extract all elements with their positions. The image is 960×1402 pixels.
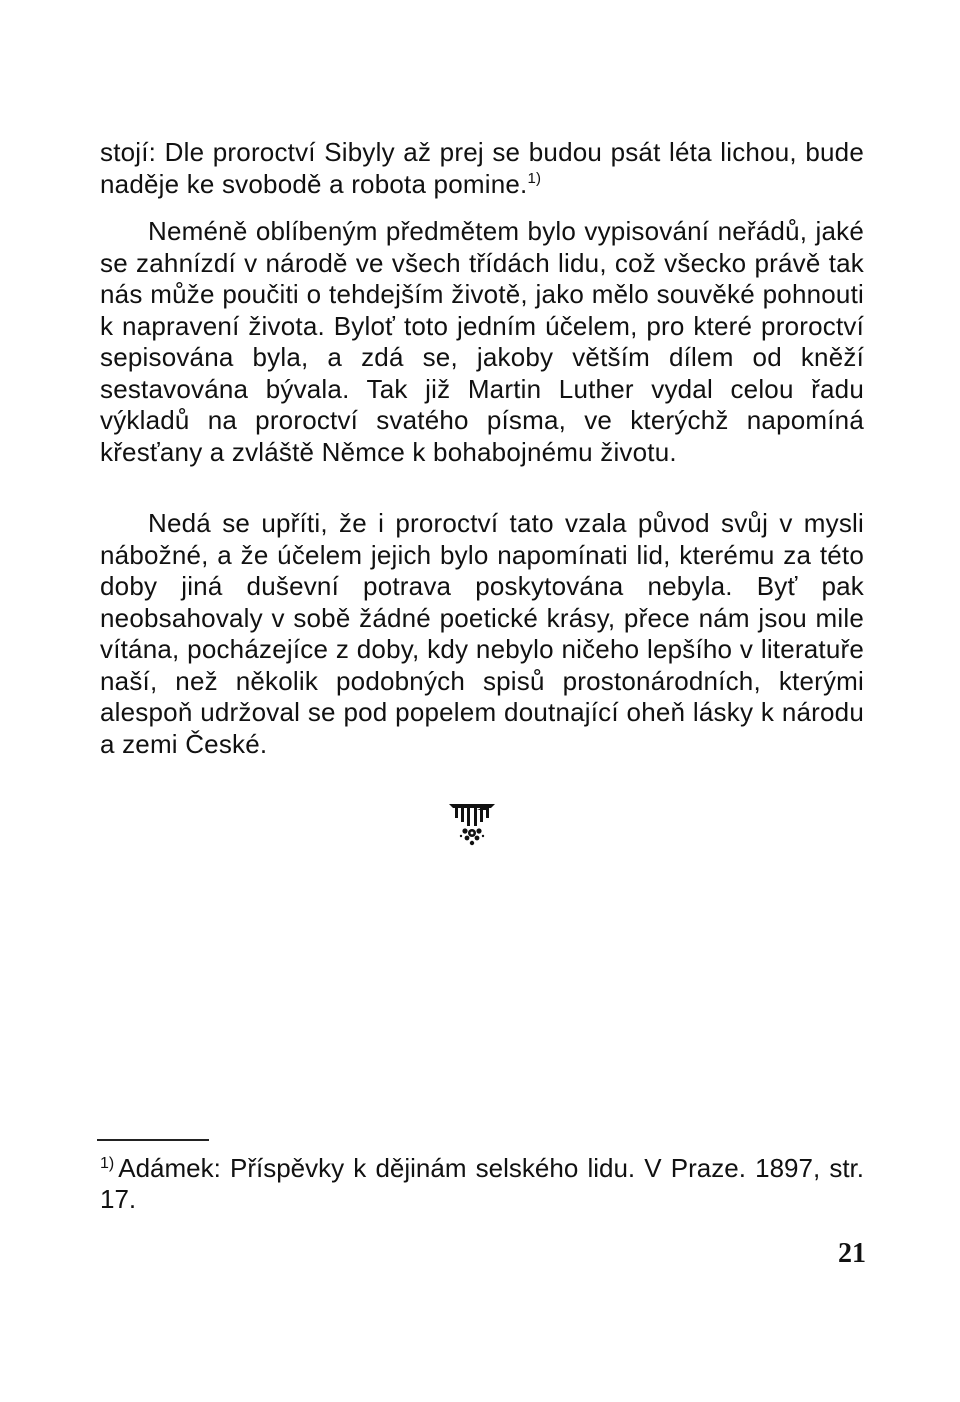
paragraph-1-text: stojí: Dle proroctví Sibyly až prej se budou psát léta lichou, bude naděje ke svobodě a robota pomine. <box>100 137 864 199</box>
paragraph-2 <box>100 216 864 468</box>
footnote-mark: 1) <box>100 1155 115 1172</box>
footnote-separator <box>97 1139 209 1141</box>
paragraph-3 <box>100 508 864 760</box>
paragraph-1 <box>100 137 864 200</box>
floral-tailpiece-icon <box>447 800 497 850</box>
paragraph-3-text: Nedá se upříti, že i proroctví tato vzala původ svůj v mysli nábožné, a že účelem jejich bylo napomínati lid, kterému za této doby jiná duševní potrava poskytována nebyla. Byť pak neobsahovaly v sobě žádné poetické krásy, přece nám jsou mile vítána, pocházejíce z doby, kdy nebylo ničeho lepšího v literatuře naší, než několik podobných spisů prostonárodních, kterými alespoň udržoval se pod popelem doutnající oheň lásky k národu a zemi České. <box>100 508 864 759</box>
page-number: 21 <box>838 1238 866 1269</box>
footnote-text: Adámek: Příspěvky k dějinám selského lidu. V Praze. 1897, str. 17. <box>100 1153 864 1214</box>
footnote <box>100 1153 864 1215</box>
footnote-reference: 1) <box>527 169 542 187</box>
paragraph-2-text: Neméně oblíbeným předmětem bylo vypisování neřádů, jaké se zahnízdí v národě ve všech třídách lidu, což všecko právě tak nás může poučiti o tehdejším životě, jako mělo souvěké pohnouti k napravení života. Byloť toto jedním účelem, pro které proroctví sepisována byla, a zdá se, jakoby větším dílem od kněží sestavována bývala. Tak již Martin Luther vydal celou řadu výkladů na proroctví svatého písma, ve kterýchž napomíná křesťany a zvláště Němce k bohabojnému životu. <box>100 216 864 467</box>
